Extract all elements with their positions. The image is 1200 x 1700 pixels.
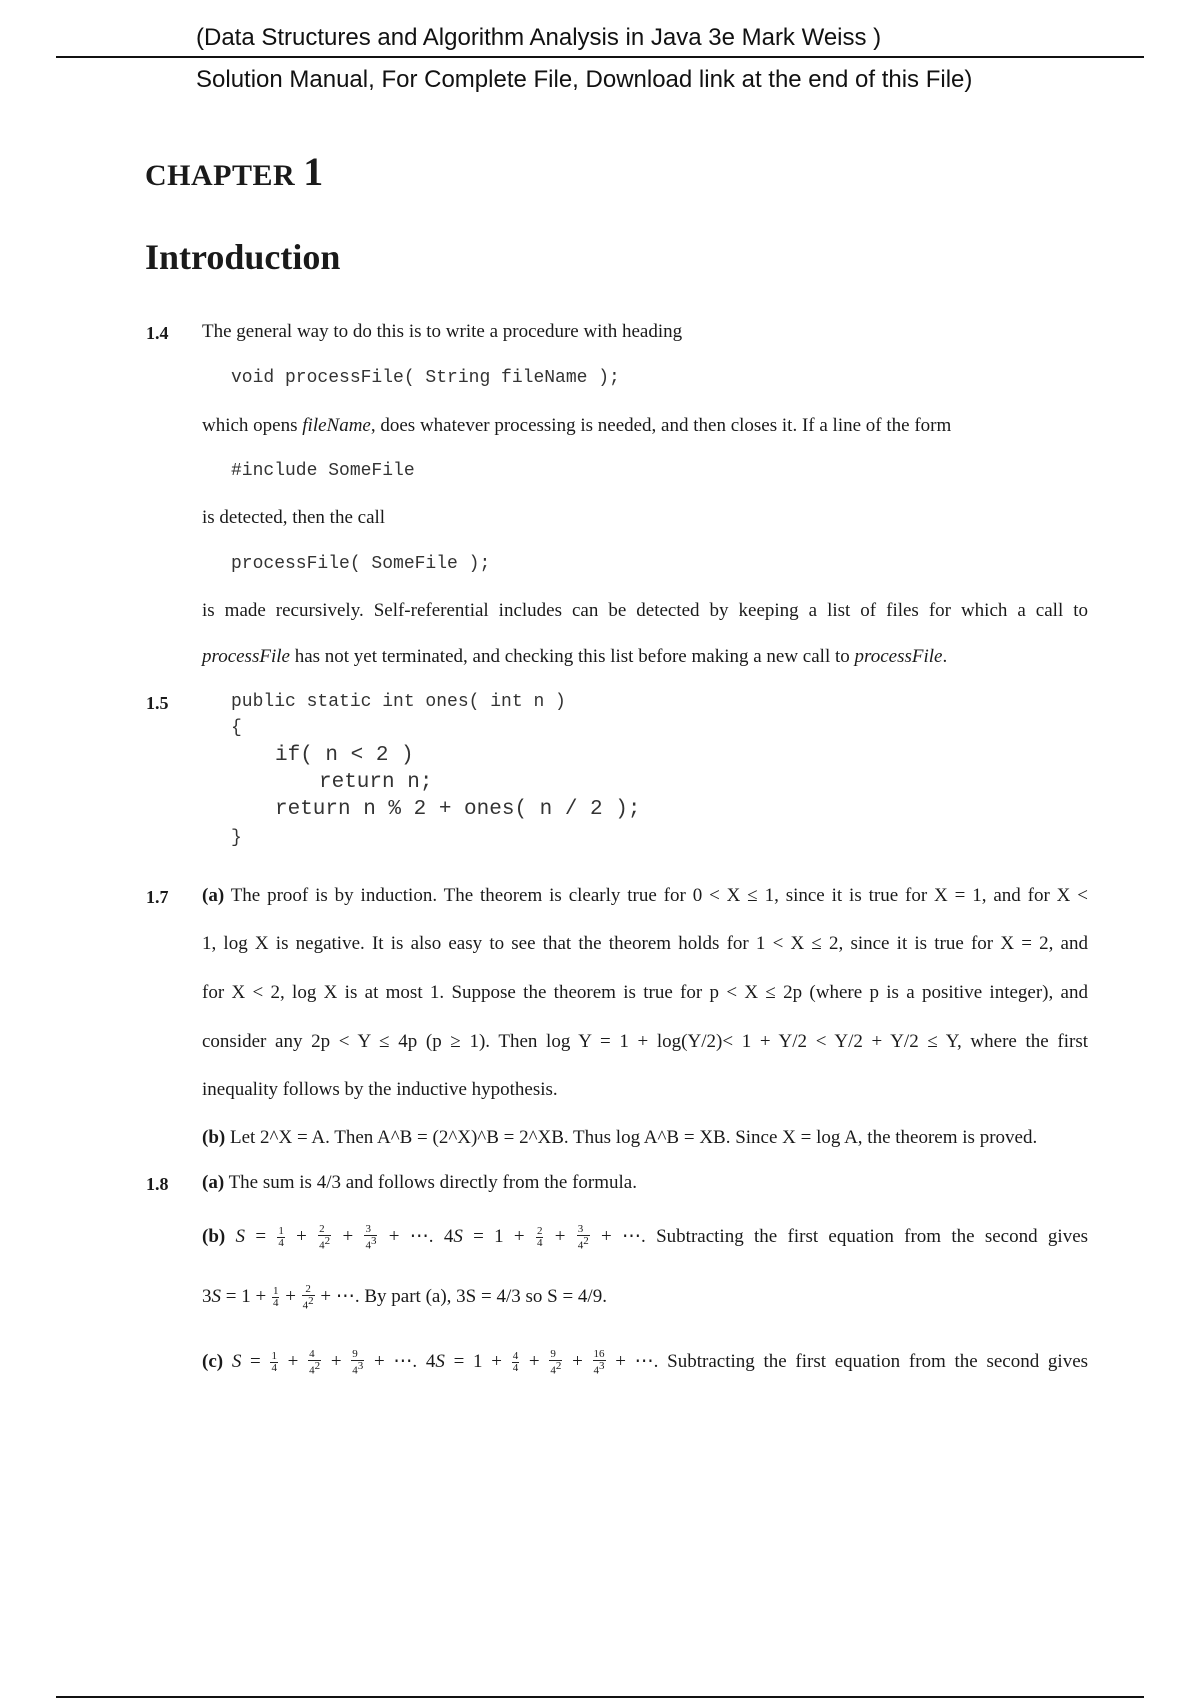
code-line: return n % 2 + ones( n / 2 ); bbox=[275, 798, 641, 821]
code-process-file-heading: void processFile( String fileName ); bbox=[231, 368, 620, 388]
code-line: } bbox=[231, 828, 242, 848]
code-line: return n; bbox=[319, 771, 433, 794]
footer-rule bbox=[56, 1696, 1144, 1698]
problem-1-8-text: 3S = 1 + $\frac{1}{4}$ + $\frac{2}{4^2}$ + ⋯. By part (a), 3S = 4/3 so S = 4/9. bbox=[202, 1283, 607, 1312]
problem-1-8-text: (a) The sum is 4/3 and follows directly from the formula. bbox=[202, 1172, 637, 1193]
problem-1-4-intro: The general way to do this is to write a procedure with heading bbox=[202, 321, 683, 342]
problem-1-8-text: (b) S = $\frac{1}{4}$ + $\frac{2}{4^2}$ + $\frac{3}{4^3}$ + ⋯. 4S = 1 + $\frac{2}{4}$ + $\frac{3}{4^2}$ + ⋯. Subtracting the first equation from the second gives bbox=[202, 1223, 1089, 1252]
header-rule bbox=[56, 56, 1144, 58]
problem-number-1-8: 1.8 bbox=[146, 1174, 169, 1194]
code-line: if( n < 2 ) bbox=[275, 744, 414, 767]
problem-1-4-text: which opens fileName, does whatever processing is needed, and then closes it. If a line of the form bbox=[202, 415, 952, 436]
header-subtitle: Solution Manual, For Complete File, Download link at the end of this File) bbox=[196, 66, 973, 93]
chapter-heading bbox=[145, 148, 324, 195]
problem-1-7-text: (b) Let 2^X = A. Then A^B = (2^X)^B = 2^XB. Thus log A^B = XB. Since X = log A, the theorem is proved. bbox=[202, 1127, 1038, 1148]
chapter-label: CHAPTER bbox=[145, 159, 296, 192]
code-recursive-call: processFile( SomeFile ); bbox=[231, 554, 491, 574]
problem-1-7-text: 1, log X is negative. It is also easy to see that the theorem holds for 1 < X ≤ 2, since it is true for X = 2, and bbox=[202, 933, 1088, 954]
problem-1-7-text: consider any 2p < Y ≤ 4p (p ≥ 1). Then log Y = 1 + log(Y/2)< 1 + Y/2 < Y/2 + Y/2 ≤ Y, where the first bbox=[202, 1031, 1088, 1052]
code-include-line: #include SomeFile bbox=[231, 461, 415, 481]
chapter-number: 1 bbox=[303, 149, 324, 194]
problem-1-4-text: is made recursively. Self-referential includes can be detected by keeping a list of files for which a call to bbox=[202, 600, 1088, 621]
code-line: public static int ones( int n ) bbox=[231, 692, 566, 712]
problem-number-1-7: 1.7 bbox=[146, 887, 169, 907]
problem-1-4-text: is detected, then the call bbox=[202, 507, 386, 528]
chapter-title: Introduction bbox=[145, 237, 341, 277]
problem-1-7-text: (a) The proof is by induction. The theorem is clearly true for 0 < X ≤ 1, since it is true for X = 1, and for X < bbox=[202, 885, 1088, 906]
formula: S = $\frac{1}{4}$ + $\frac{4}{4^2}$ + $\frac{9}{4^3}$ + ⋯. 4S = 1 + $\frac{4}{4}$ + $\frac{9}{4^2}$ + $\frac{16}{4^3}$ + ⋯. bbox=[231, 1348, 659, 1377]
problem-1-4-text: processFile has not yet terminated, and checking this list before making a new call to processFile. bbox=[202, 646, 948, 667]
problem-1-7-text: for X < 2, log X is at most 1. Suppose the theorem is true for p < X ≤ 2p (where p is a positive integer), and bbox=[202, 982, 1088, 1003]
problem-1-8-text: (c) S = $\frac{1}{4}$ + $\frac{4}{4^2}$ + $\frac{9}{4^3}$ + ⋯. 4S = 1 + $\frac{4}{4}$ + $\frac{9}{4^2}$ + $\frac{16}{4^3}$ + ⋯. Subtracting the first equation from the second gives bbox=[202, 1348, 1089, 1377]
code-line: { bbox=[231, 718, 242, 738]
formula: 3S = 1 + $\frac{1}{4}$ + $\frac{2}{4^2}$ + ⋯. bbox=[202, 1283, 360, 1312]
problem-number-1-5: 1.5 bbox=[146, 693, 169, 713]
formula: S = $\frac{1}{4}$ + $\frac{2}{4^2}$ + $\frac{3}{4^3}$ + ⋯. 4S = 1 + $\frac{2}{4}$ + $\frac{3}{4^2}$ + ⋯. bbox=[235, 1223, 646, 1252]
problem-1-7-text: inequality follows by the inductive hypothesis. bbox=[202, 1079, 558, 1100]
header-book-title: (Data Structures and Algorithm Analysis in Java 3e Mark Weiss ) bbox=[196, 24, 882, 51]
problem-number-1-4: 1.4 bbox=[146, 323, 169, 343]
